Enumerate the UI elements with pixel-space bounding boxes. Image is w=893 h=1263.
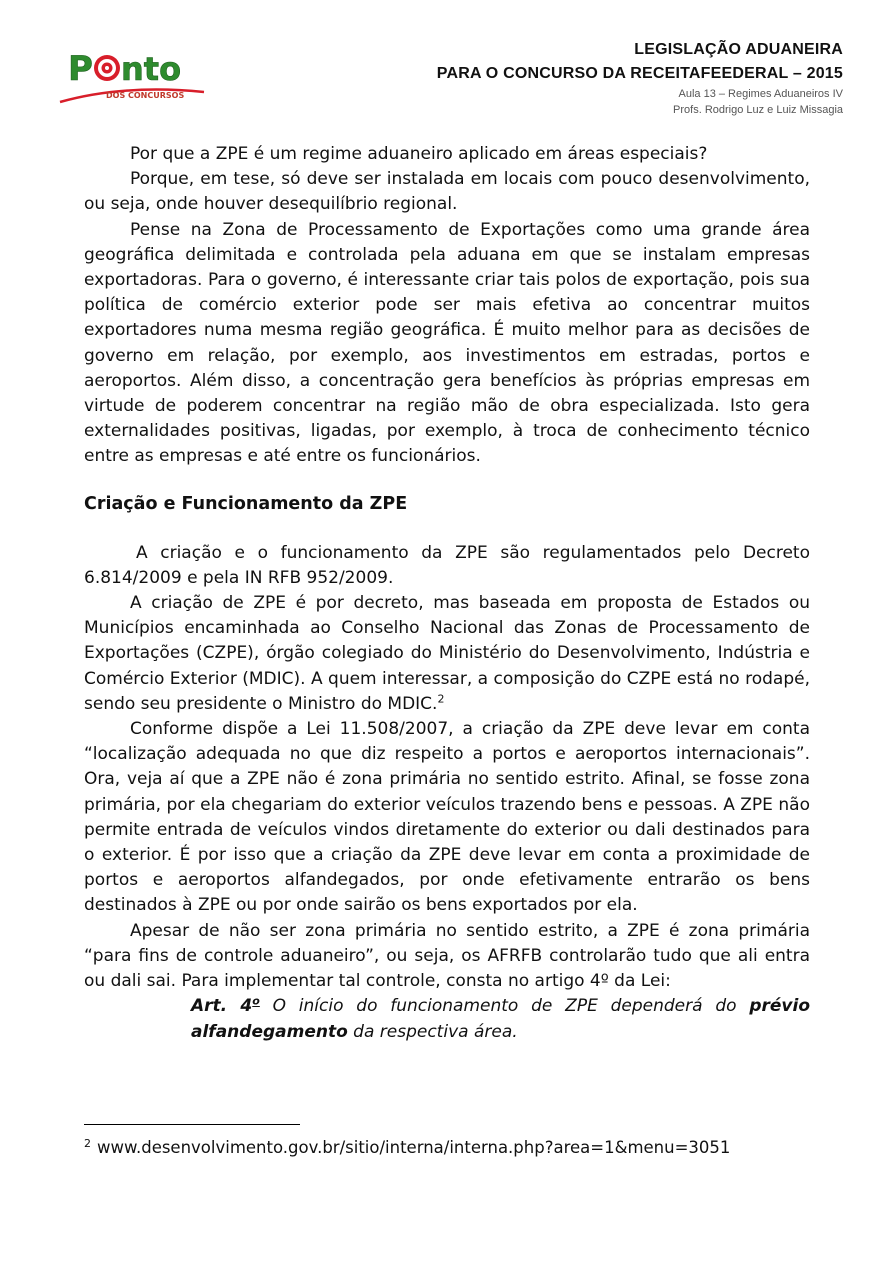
svg-text:nto: nto xyxy=(121,50,182,88)
header-title-line2: PARA O CONCURSO DA RECEITAFEEDERAL – 2015 xyxy=(436,65,843,82)
header-lesson: Aula 13 – Regimes Aduaneiros IV xyxy=(678,88,843,100)
paragraph-question: Por que a ZPE é um regime aduaneiro aplicado em áreas especiais? xyxy=(130,144,708,164)
ponto-dos-concursos-logo xyxy=(54,40,214,110)
article-label: Art. 4$^o$ xyxy=(191,994,260,1017)
section-title: Criação e Funcionamento da ZPE xyxy=(84,493,408,514)
header-title-line1: LEGISLAÇÃO ADUANEIRA xyxy=(634,41,843,58)
target-icon xyxy=(94,55,120,81)
document-header xyxy=(437,38,843,118)
footnote-ref: 2 xyxy=(437,692,445,706)
paragraph-location: Conforme dispõe a Lei 11.508/2007, a criação da ZPE deve levar em conta “localização adequada no que diz respeito a portos e aeroportos internacionais”. Ora, veja aí que a ZPE não é zona primária no sentido estrito. Afinal, se fosse zona primária, por ela chegariam do exterior veículos trazendo bens e pessoas. A ZPE não permite entrada de veículos vindos diretamente do exterior ou dali destinados para o exterior. É por isso que a criação da ZPE deve levar em conta a proximidade de portos e aeroportos alfandegados, por onde efetivamente entrarão os bens destinados à ZPE ou por onde sairão os bens exportados por ela. xyxy=(84,719,810,916)
paragraph-creation: A criação de ZPE é por decreto, mas baseada em proposta de Estados ou Municípios encaminhada ao Conselho Nacional das Zonas de Processamento de Exportações (CZPE), órgão colegiado do Ministério do Desenvolvimento, Indústria e Comércio Exterior (MDIC). A quem interessar, a composição do CZPE está no rodapé, sendo seu presidente o Ministro do MDIC.$^2$ xyxy=(84,593,810,714)
document-body xyxy=(84,142,810,1045)
svg-text:DOS CONCURSOS: DOS CONCURSOS xyxy=(106,91,185,100)
footnote xyxy=(84,1136,730,1160)
footnote-link: www.desenvolvimento.gov.br/sitio/interna/interna.php?area=1&menu=3051 xyxy=(97,1138,731,1157)
article-emphasis: prévio alfandegamento xyxy=(191,996,810,1042)
footnote-divider xyxy=(84,1124,300,1125)
paragraph-control: Apesar de não ser zona primária no sentido estrito, a ZPE é zona primária “para fins de controle aduaneiro”, ou seja, os AFRFB controlarão tudo que ali entra ou dali sai. Para implementar tal controle, consta no artigo 4º da Lei: xyxy=(84,920,810,992)
paragraph-zpe-concept: Pense na Zona de Processamento de Exportações como uma grande área geográfica delimitada e controlada pela aduana em que se instalam empresas exportadoras. Para o governo, é interessante criar tais polos de exportação, pois sua política de comércio exterior pode ser mais efetiva ao concentrar muitos exportadores numa mesma região geográfica. É muito melhor para as decisões de governo em relação, por exemplo, aos investimentos em estradas, portos e aeroportos. Além disso, a concentração gera benefícios às próprias empresas em virtude de poderem concentrar na região mão de obra especializada. Isto gera externalidades positivas, ligadas, por exemplo, à troca de conhecimento técnico entre as empresas e até entre os funcionários. xyxy=(84,219,810,467)
header-authors: Profs. Rodrigo Luz e Luiz Missagia xyxy=(673,104,843,116)
paragraph-answer: Porque, em tese, só deve ser instalada em locais com pouco desenvolvimento, ou seja, onde houver desequilíbrio regional. xyxy=(84,169,810,215)
paragraph-regulation: A criação e o funcionamento da ZPE são regulamentados pelo Decreto 6.814/2009 e pela IN RFB 952/2009. xyxy=(84,542,810,588)
law-article-quote: Art. 4$^o$ O início do funcionamento de ZPE dependerá do prévio alfandegamento da respectiva área. xyxy=(191,994,810,1042)
footnote-number: 2 xyxy=(84,1137,91,1150)
svg-text:P: P xyxy=(68,49,93,89)
